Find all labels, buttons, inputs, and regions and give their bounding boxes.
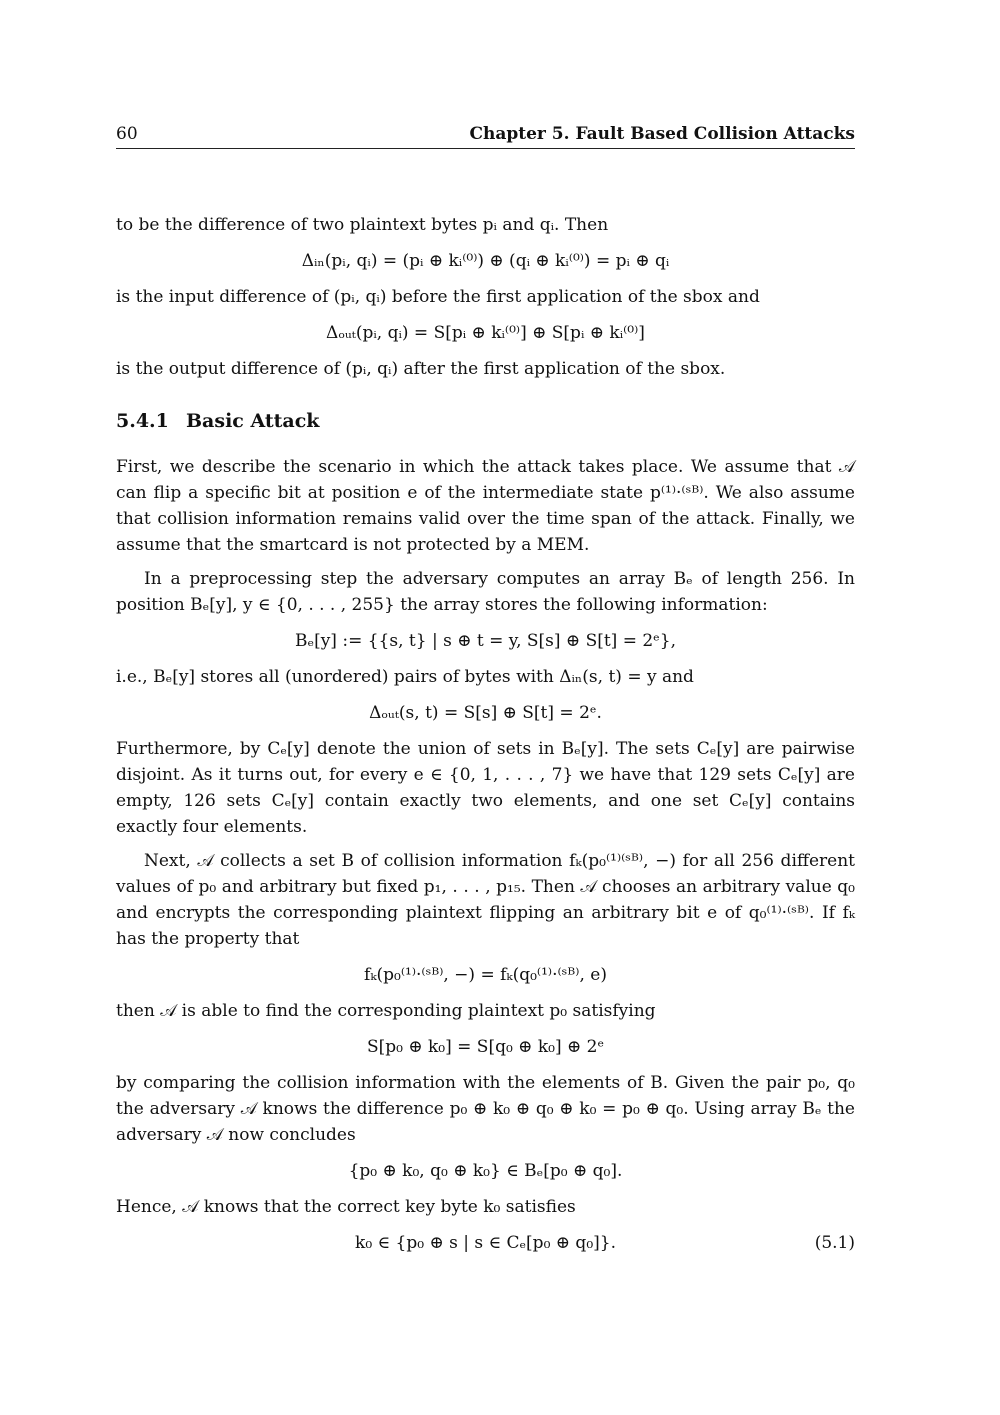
- body-text: [116, 212, 855, 1266]
- section-number: 5.4.1: [116, 410, 169, 432]
- paragraph-input-difference: is the input difference of (pᵢ, qᵢ) before the first application of the sbox and: [116, 287, 760, 307]
- paragraph-output-difference: is the output difference of (pᵢ, qᵢ) after the first application of the sbox.: [116, 359, 726, 379]
- paragraph-preprocessing: In a preprocessing step the adversary computes an array Bₑ of length 256. In position Bₑ[y], y ∈ {0, . . . , 255} the array stores the following information:: [116, 569, 855, 615]
- section-title: Basic Attack: [186, 410, 320, 432]
- paragraph-comparing: by comparing the collision information with the elements of B. Given the pair p₀, q₀ the adversary 𝒜 knows the difference p₀ ⊕ k₀ ⊕ q₀ ⊕ k₀ = p₀ ⊕ q₀. Using array Bₑ the adversary 𝒜 now concludes: [116, 1073, 855, 1145]
- equation-f: fₖ(p₀⁽¹⁾·⁽ˢᴮ⁾, −) = fₖ(q₀⁽¹⁾·⁽ˢᴮ⁾, e): [364, 965, 607, 985]
- equation-k: k₀ ∈ {p₀ ⊕ s | s ∈ Cₑ[p₀ ⊕ q₀]}.: [355, 1233, 616, 1253]
- equation-5-1: [116, 1230, 855, 1256]
- equation-set: {p₀ ⊕ k₀, q₀ ⊕ k₀} ∈ Bₑ[p₀ ⊕ q₀].: [348, 1161, 623, 1181]
- paragraph-hence: Hence, 𝒜 knows that the correct key byte k₀ satisfies: [116, 1197, 576, 1217]
- equation-B: Bₑ[y] := {{s, t} | s ⊕ t = y, S[s] ⊕ S[t] = 2ᵉ},: [295, 631, 676, 651]
- equation-delta-out: Δₒᵤₜ(pᵢ, qᵢ) = S[pᵢ ⊕ kᵢ⁽⁰⁾] ⊕ S[pᵢ ⊕ kᵢ⁽⁰⁾]: [326, 323, 645, 343]
- equation-delta-in: Δᵢₙ(pᵢ, qᵢ) = (pᵢ ⊕ kᵢ⁽⁰⁾) ⊕ (qᵢ ⊕ kᵢ⁽⁰⁾) = pᵢ ⊕ qᵢ: [301, 251, 670, 271]
- paragraph-then: then 𝒜 is able to find the corresponding plaintext p₀ satisfying: [116, 1001, 656, 1021]
- paragraph-next: Next, 𝒜 collects a set B of collision information fₖ(p₀⁽¹⁾⁽ˢᴮ⁾, −) for all 256 different values of p₀ and arbitrary but fixed p₁, . . . , p₁₅. Then 𝒜 chooses an arbitrary value q₀ and encrypts the corresponding plaintext flipping an arbitrary bit e of q₀⁽¹⁾·⁽ˢᴮ⁾. If fₖ has the property that: [116, 851, 855, 949]
- paragraph-intro: to be the difference of two plaintext bytes pᵢ and qᵢ. Then: [116, 215, 609, 235]
- equation-delta-out-st: Δₒᵤₜ(s, t) = S[s] ⊕ S[t] = 2ᵉ.: [369, 703, 602, 723]
- section-heading: [116, 408, 855, 434]
- equation-number: (5.1): [814, 1233, 855, 1253]
- paragraph-ie: i.e., Bₑ[y] stores all (unordered) pairs of bytes with Δᵢₙ(s, t) = y and: [116, 667, 694, 687]
- paragraph-furthermore: Furthermore, by Cₑ[y] denote the union of sets in Bₑ[y]. The sets Cₑ[y] are pairwise disjoint. As it turns out, for every e ∈ {0, 1, . . . , 7} we have that 129 sets Cₑ[y] are empty, 126 sets Cₑ[y] contain exactly two elements, and one set Cₑ[y] contains exactly four elements.: [116, 739, 855, 837]
- equation-S: S[p₀ ⊕ k₀] = S[q₀ ⊕ k₀] ⊕ 2ᵉ: [366, 1037, 605, 1057]
- running-header: [116, 124, 855, 149]
- paragraph-scenario: First, we describe the scenario in which the attack takes place. We assume that 𝒜 can flip a specific bit at position e of the intermediate state p⁽¹⁾·⁽ˢᴮ⁾. We also assume that collision information remains valid over the time span of the attack. Finally, we assume that the smartcard is not protected by a MEM.: [116, 457, 855, 555]
- page-number: 60: [116, 124, 138, 144]
- chapter-title: Chapter 5. Fault Based Collision Attacks: [469, 124, 855, 144]
